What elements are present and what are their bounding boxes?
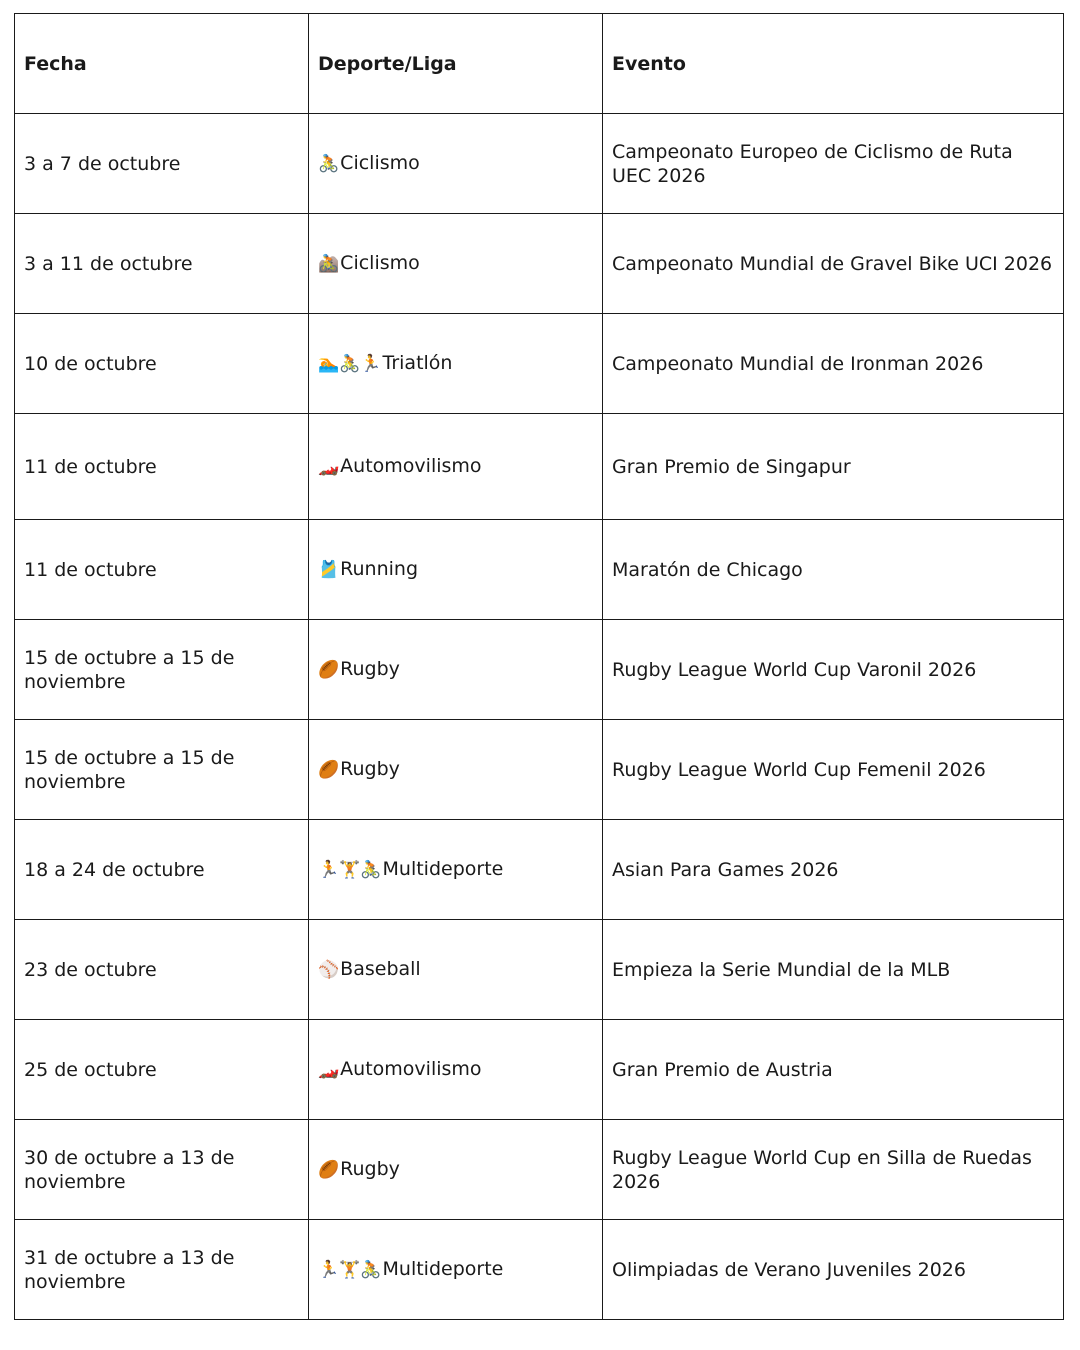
- sport-cell: [309, 114, 603, 214]
- cycling-icon: 🚴: [318, 154, 340, 174]
- date-cell: 3 a 11 de octubre: [15, 214, 309, 314]
- sport-cell: [309, 314, 603, 414]
- multisport-icon: 🏃🏋️🚴: [318, 1260, 382, 1280]
- header-row: [15, 14, 1064, 114]
- race-car-icon: 🏎️: [318, 1060, 340, 1080]
- sport-label: Triatlón: [382, 352, 453, 374]
- baseball-icon: ⚾: [318, 960, 340, 980]
- table-row: [15, 214, 1064, 314]
- date-cell: 15 de octubre a 15 de noviembre: [15, 620, 309, 720]
- rugby-ball-icon: 🏉: [318, 760, 340, 780]
- running-shirt-icon: 🎽: [318, 560, 340, 580]
- sport-label: Baseball: [340, 958, 421, 980]
- event-cell: Campeonato Mundial de Gravel Bike UCI 2026: [603, 214, 1064, 314]
- mountain-bike-icon: 🚵: [318, 254, 340, 274]
- event-cell: Maratón de Chicago: [603, 520, 1064, 620]
- header-date: Fecha: [15, 14, 309, 114]
- rugby-ball-icon: 🏉: [318, 1160, 340, 1180]
- event-cell: Campeonato Europeo de Ciclismo de Ruta UEC 2026: [603, 114, 1064, 214]
- sport-cell: [309, 820, 603, 920]
- table-row: [15, 820, 1064, 920]
- event-cell: Gran Premio de Austria: [603, 1020, 1064, 1120]
- date-cell: 25 de octubre: [15, 1020, 309, 1120]
- table-row: [15, 920, 1064, 1020]
- sport-label: Ciclismo: [340, 252, 420, 274]
- date-cell: 11 de octubre: [15, 520, 309, 620]
- date-cell: 15 de octubre a 15 de noviembre: [15, 720, 309, 820]
- sport-label: Multideporte: [382, 1258, 504, 1280]
- sport-label: Rugby: [340, 1158, 400, 1180]
- sport-cell: [309, 414, 603, 520]
- date-cell: 23 de octubre: [15, 920, 309, 1020]
- multisport-icon: 🏃🏋️🚴: [318, 860, 382, 880]
- sport-cell: [309, 1220, 603, 1320]
- sport-cell: [309, 920, 603, 1020]
- sport-cell: [309, 720, 603, 820]
- sport-label: Running: [340, 558, 419, 580]
- events-table: [14, 13, 1064, 1320]
- sport-label: Multideporte: [382, 858, 504, 880]
- event-cell: Rugby League World Cup en Silla de Ruedas 2026: [603, 1120, 1064, 1220]
- sport-cell: [309, 1120, 603, 1220]
- event-cell: Olimpiadas de Verano Juveniles 2026: [603, 1220, 1064, 1320]
- date-cell: 11 de octubre: [15, 414, 309, 520]
- triathlon-icon: 🏊🚴🏃: [318, 354, 382, 374]
- date-cell: 31 de octubre a 13 de noviembre: [15, 1220, 309, 1320]
- sport-label: Rugby: [340, 658, 400, 680]
- table-row: [15, 520, 1064, 620]
- race-car-icon: 🏎️: [318, 457, 340, 477]
- sport-label: Ciclismo: [340, 152, 420, 174]
- table-row: [15, 1020, 1064, 1120]
- sport-label: Automovilismo: [340, 1058, 482, 1080]
- table-row: [15, 720, 1064, 820]
- event-cell: Empieza la Serie Mundial de la MLB: [603, 920, 1064, 1020]
- sport-cell: [309, 214, 603, 314]
- event-cell: Gran Premio de Singapur: [603, 414, 1064, 520]
- table-row: [15, 114, 1064, 214]
- date-cell: 10 de octubre: [15, 314, 309, 414]
- table-row: [15, 414, 1064, 520]
- sport-cell: [309, 520, 603, 620]
- header-sport: Deporte/Liga: [309, 14, 603, 114]
- event-cell: Asian Para Games 2026: [603, 820, 1064, 920]
- sport-cell: [309, 1020, 603, 1120]
- table-row: [15, 314, 1064, 414]
- header-event: Evento: [603, 14, 1064, 114]
- table-row: [15, 620, 1064, 720]
- event-cell: Campeonato Mundial de Ironman 2026: [603, 314, 1064, 414]
- event-cell: Rugby League World Cup Varonil 2026: [603, 620, 1064, 720]
- sport-label: Automovilismo: [340, 455, 482, 477]
- rugby-ball-icon: 🏉: [318, 660, 340, 680]
- date-cell: 3 a 7 de octubre: [15, 114, 309, 214]
- sport-label: Rugby: [340, 758, 400, 780]
- sport-cell: [309, 620, 603, 720]
- table-row: [15, 1220, 1064, 1320]
- date-cell: 18 a 24 de octubre: [15, 820, 309, 920]
- event-cell: Rugby League World Cup Femenil 2026: [603, 720, 1064, 820]
- table-row: [15, 1120, 1064, 1220]
- date-cell: 30 de octubre a 13 de noviembre: [15, 1120, 309, 1220]
